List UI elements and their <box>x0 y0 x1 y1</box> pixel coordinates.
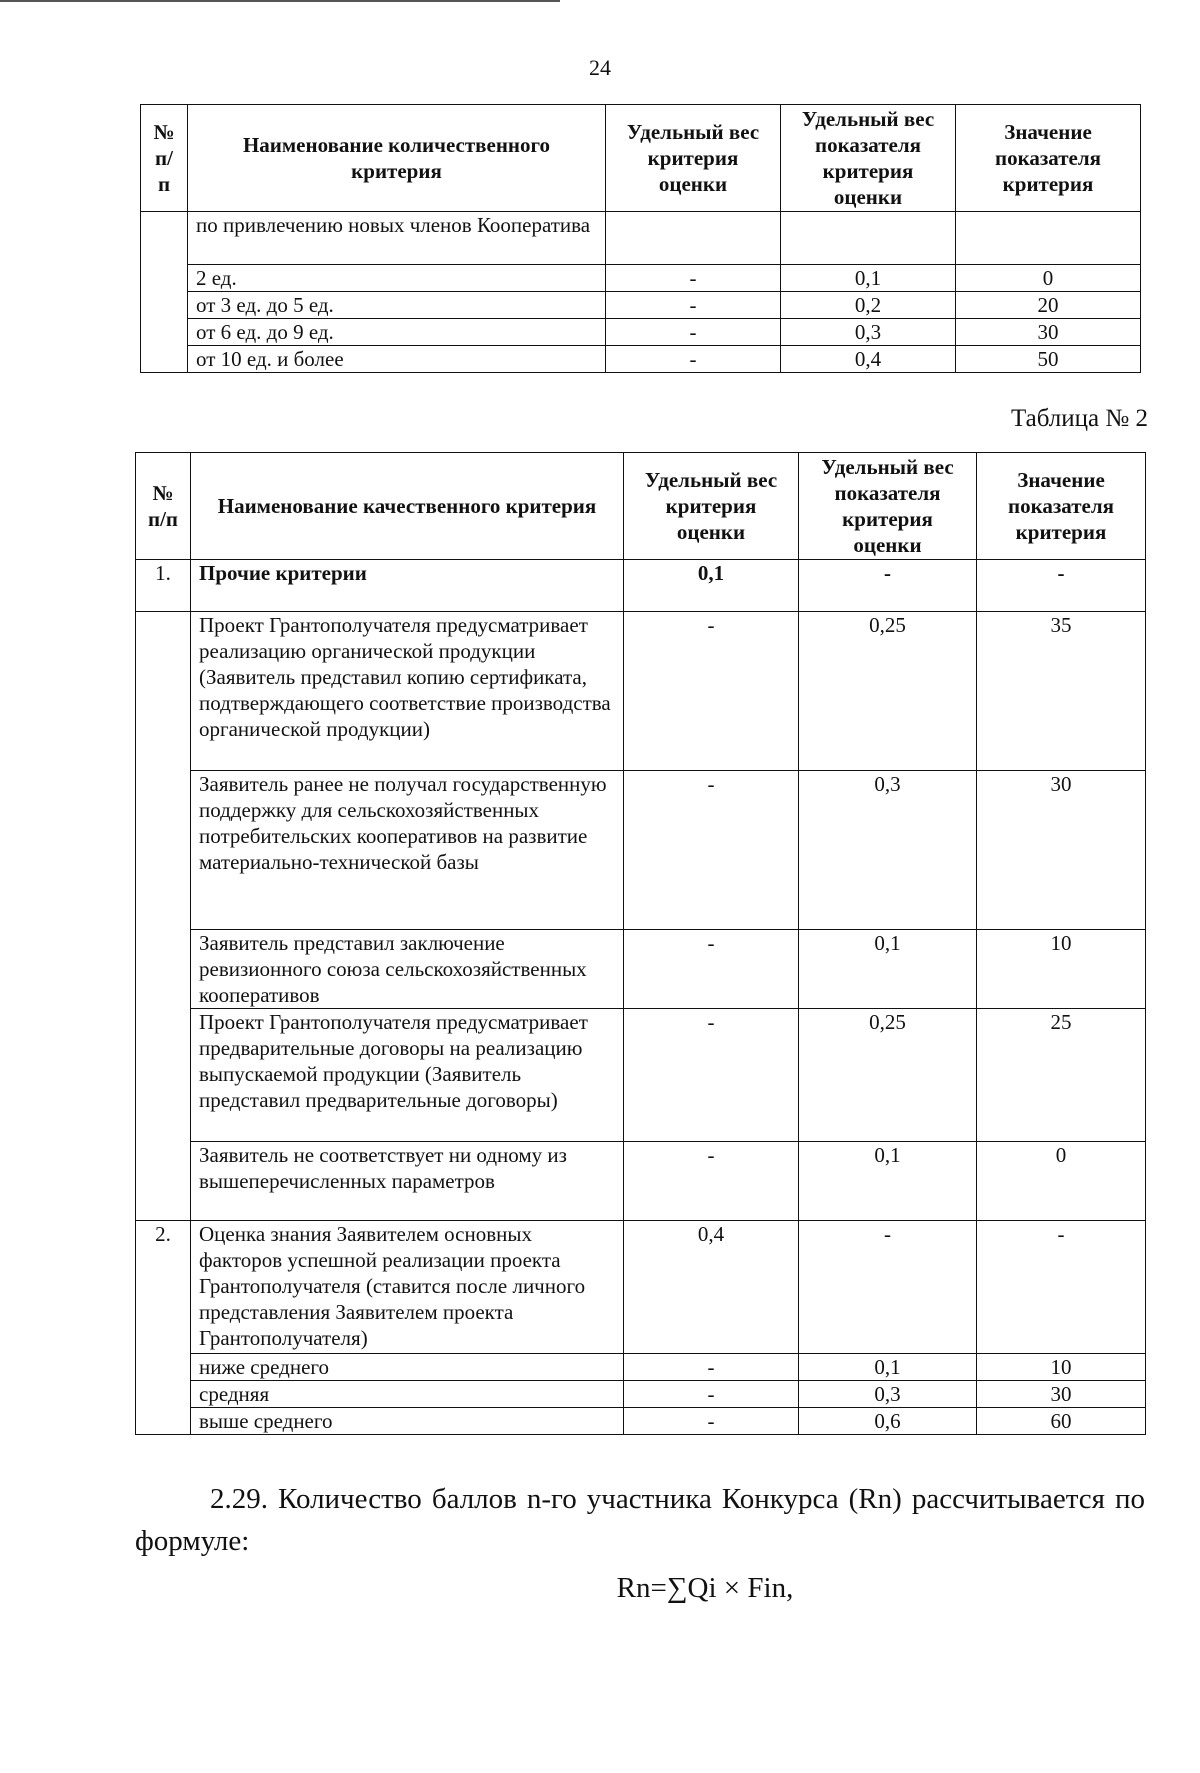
indicator-value: 10 <box>977 1354 1146 1381</box>
table-row <box>141 346 1141 373</box>
indicator-weight: 0,1 <box>799 1354 977 1381</box>
section-name: Оценка знания Заявителем основных факторов успешной реализации проекта Грантополучателя (ставится после личного представления Заявителем проекта Грантополучателя) <box>191 1221 624 1354</box>
table-row <box>136 1009 1146 1142</box>
scan-edge-line <box>0 0 560 2</box>
criterion-name: Проект Грантополучателя предусматривает реализацию органической продукции (Заявитель представил копию сертификата, подтверждающего соответствие производства органической продукции) <box>191 612 624 771</box>
criterion-weight: - <box>606 319 781 346</box>
criterion-name: выше среднего <box>191 1408 624 1435</box>
header-indicator-weight: Удельный вес показателя критерия оценки <box>799 453 977 560</box>
criterion-weight: - <box>606 346 781 373</box>
formula <box>0 1572 1200 1605</box>
table-header-row <box>136 453 1146 560</box>
criterion-name: Проект Грантополучателя предусматривает предварительные договоры на реализацию выпускаемой продукции (Заявитель представил предварительные договоры) <box>191 1009 624 1142</box>
criterion-name: от 10 ед. и более <box>188 346 606 373</box>
indicator-weight: 0,4 <box>781 346 956 373</box>
criterion-weight: - <box>606 292 781 319</box>
section-name: Прочие критерии <box>191 560 624 612</box>
indicator-value: 25 <box>977 1009 1146 1142</box>
empty-num-cell <box>136 612 191 1221</box>
criterion-weight: - <box>624 612 799 771</box>
indicator-value: 0 <box>956 265 1141 292</box>
section-weight: 0,4 <box>624 1221 799 1354</box>
indicator-weight: 0,3 <box>781 319 956 346</box>
table-row <box>136 1381 1146 1408</box>
criterion-weight: - <box>624 1408 799 1435</box>
criterion-weight: - <box>624 1381 799 1408</box>
section-indicator-weight: - <box>799 560 977 612</box>
table-row <box>136 930 1146 1009</box>
indicator-weight: 0,3 <box>799 771 977 930</box>
header-value: Значение показателя критерия <box>956 105 1141 212</box>
criterion-weight: - <box>624 930 799 1009</box>
table-row <box>141 212 1141 265</box>
indicator-weight: 0,1 <box>781 265 956 292</box>
indicator-value: 30 <box>956 319 1141 346</box>
indicator-weight: 0,25 <box>799 1009 977 1142</box>
indicator-value: 0 <box>977 1142 1146 1221</box>
header-weight: Удельный вес критерия оценки <box>606 105 781 212</box>
criterion-weight: - <box>624 771 799 930</box>
table-caption: Таблица № 2 <box>1010 405 1148 432</box>
table-row <box>136 771 1146 930</box>
criterion-name: Заявитель не соответствует ни одному из вышеперечисленных параметров <box>191 1142 624 1221</box>
indicator-value: 50 <box>956 346 1141 373</box>
criterion-name: Заявитель ранее не получал государственную поддержку для сельскохозяйственных потребительских кооперативов на развитие материально-технической базы <box>191 771 624 930</box>
indicator-weight: 0,1 <box>799 930 977 1009</box>
table-row <box>136 1408 1146 1435</box>
criterion-weight: - <box>624 1354 799 1381</box>
criterion-name: от 6 ед. до 9 ед. <box>188 319 606 346</box>
section-num: 2. <box>136 1221 191 1435</box>
section-indicator-weight: - <box>799 1221 977 1354</box>
table-header-row <box>141 105 1141 212</box>
criterion-name: Заявитель представил заключение ревизионного союза сельскохозяйственных кооперативов <box>191 930 624 1009</box>
header-value: Значение показателя критерия <box>977 453 1146 560</box>
table-row <box>136 612 1146 771</box>
formula-text: Rn=∑Qi × Fin, <box>616 1572 794 1604</box>
indicator-weight: 0,2 <box>781 292 956 319</box>
indicator-weight: 0,3 <box>799 1381 977 1408</box>
header-name: Наименование количественного критерия <box>188 105 606 212</box>
indicator-weight: 0,1 <box>799 1142 977 1221</box>
criterion-name: средняя <box>191 1381 624 1408</box>
table-row <box>136 1354 1146 1381</box>
empty-num-cell <box>141 212 188 373</box>
criterion-weight: - <box>624 1142 799 1221</box>
indicator-weight: 0,25 <box>799 612 977 771</box>
page-number: 24 <box>589 55 611 80</box>
header-num: № п/п <box>136 453 191 560</box>
section-value: - <box>977 1221 1146 1354</box>
header-num: № п/п <box>141 105 188 212</box>
criterion-weight: - <box>606 265 781 292</box>
table-row <box>141 265 1141 292</box>
qualitative-criteria-table <box>135 452 1146 1435</box>
paragraph-2-29: 2.29. Количество баллов n-го участника Конкурса (Rn) рассчитывается по формуле: <box>135 1483 1145 1557</box>
indicator-value: 10 <box>977 930 1146 1009</box>
criterion-name: от 3 ед. до 5 ед. <box>188 292 606 319</box>
header-weight: Удельный вес критерия оценки <box>624 453 799 560</box>
table-row <box>136 1142 1146 1221</box>
indicator-value: 35 <box>977 612 1146 771</box>
indicator-value: 20 <box>956 292 1141 319</box>
criterion-name: ниже среднего <box>191 1354 624 1381</box>
section-num: 1. <box>136 560 191 612</box>
table-row <box>141 319 1141 346</box>
criterion-name: 2 ед. <box>188 265 606 292</box>
table-row <box>141 292 1141 319</box>
indicator-weight: 0,6 <box>799 1408 977 1435</box>
indicator-value: 60 <box>977 1408 1146 1435</box>
indicator-value: 30 <box>977 771 1146 930</box>
quantitative-criteria-table <box>140 104 1141 373</box>
indicator-value: 30 <box>977 1381 1146 1408</box>
section-row <box>136 1221 1146 1354</box>
section-row <box>136 560 1146 612</box>
header-indicator-weight: Удельный вес показателя критерия оценки <box>781 105 956 212</box>
section-weight: 0,1 <box>624 560 799 612</box>
header-name: Наименование качественного критерия <box>191 453 624 560</box>
criterion-intro: по привлечению новых членов Кооператива <box>188 212 606 265</box>
section-value: - <box>977 560 1146 612</box>
criterion-weight: - <box>624 1009 799 1142</box>
